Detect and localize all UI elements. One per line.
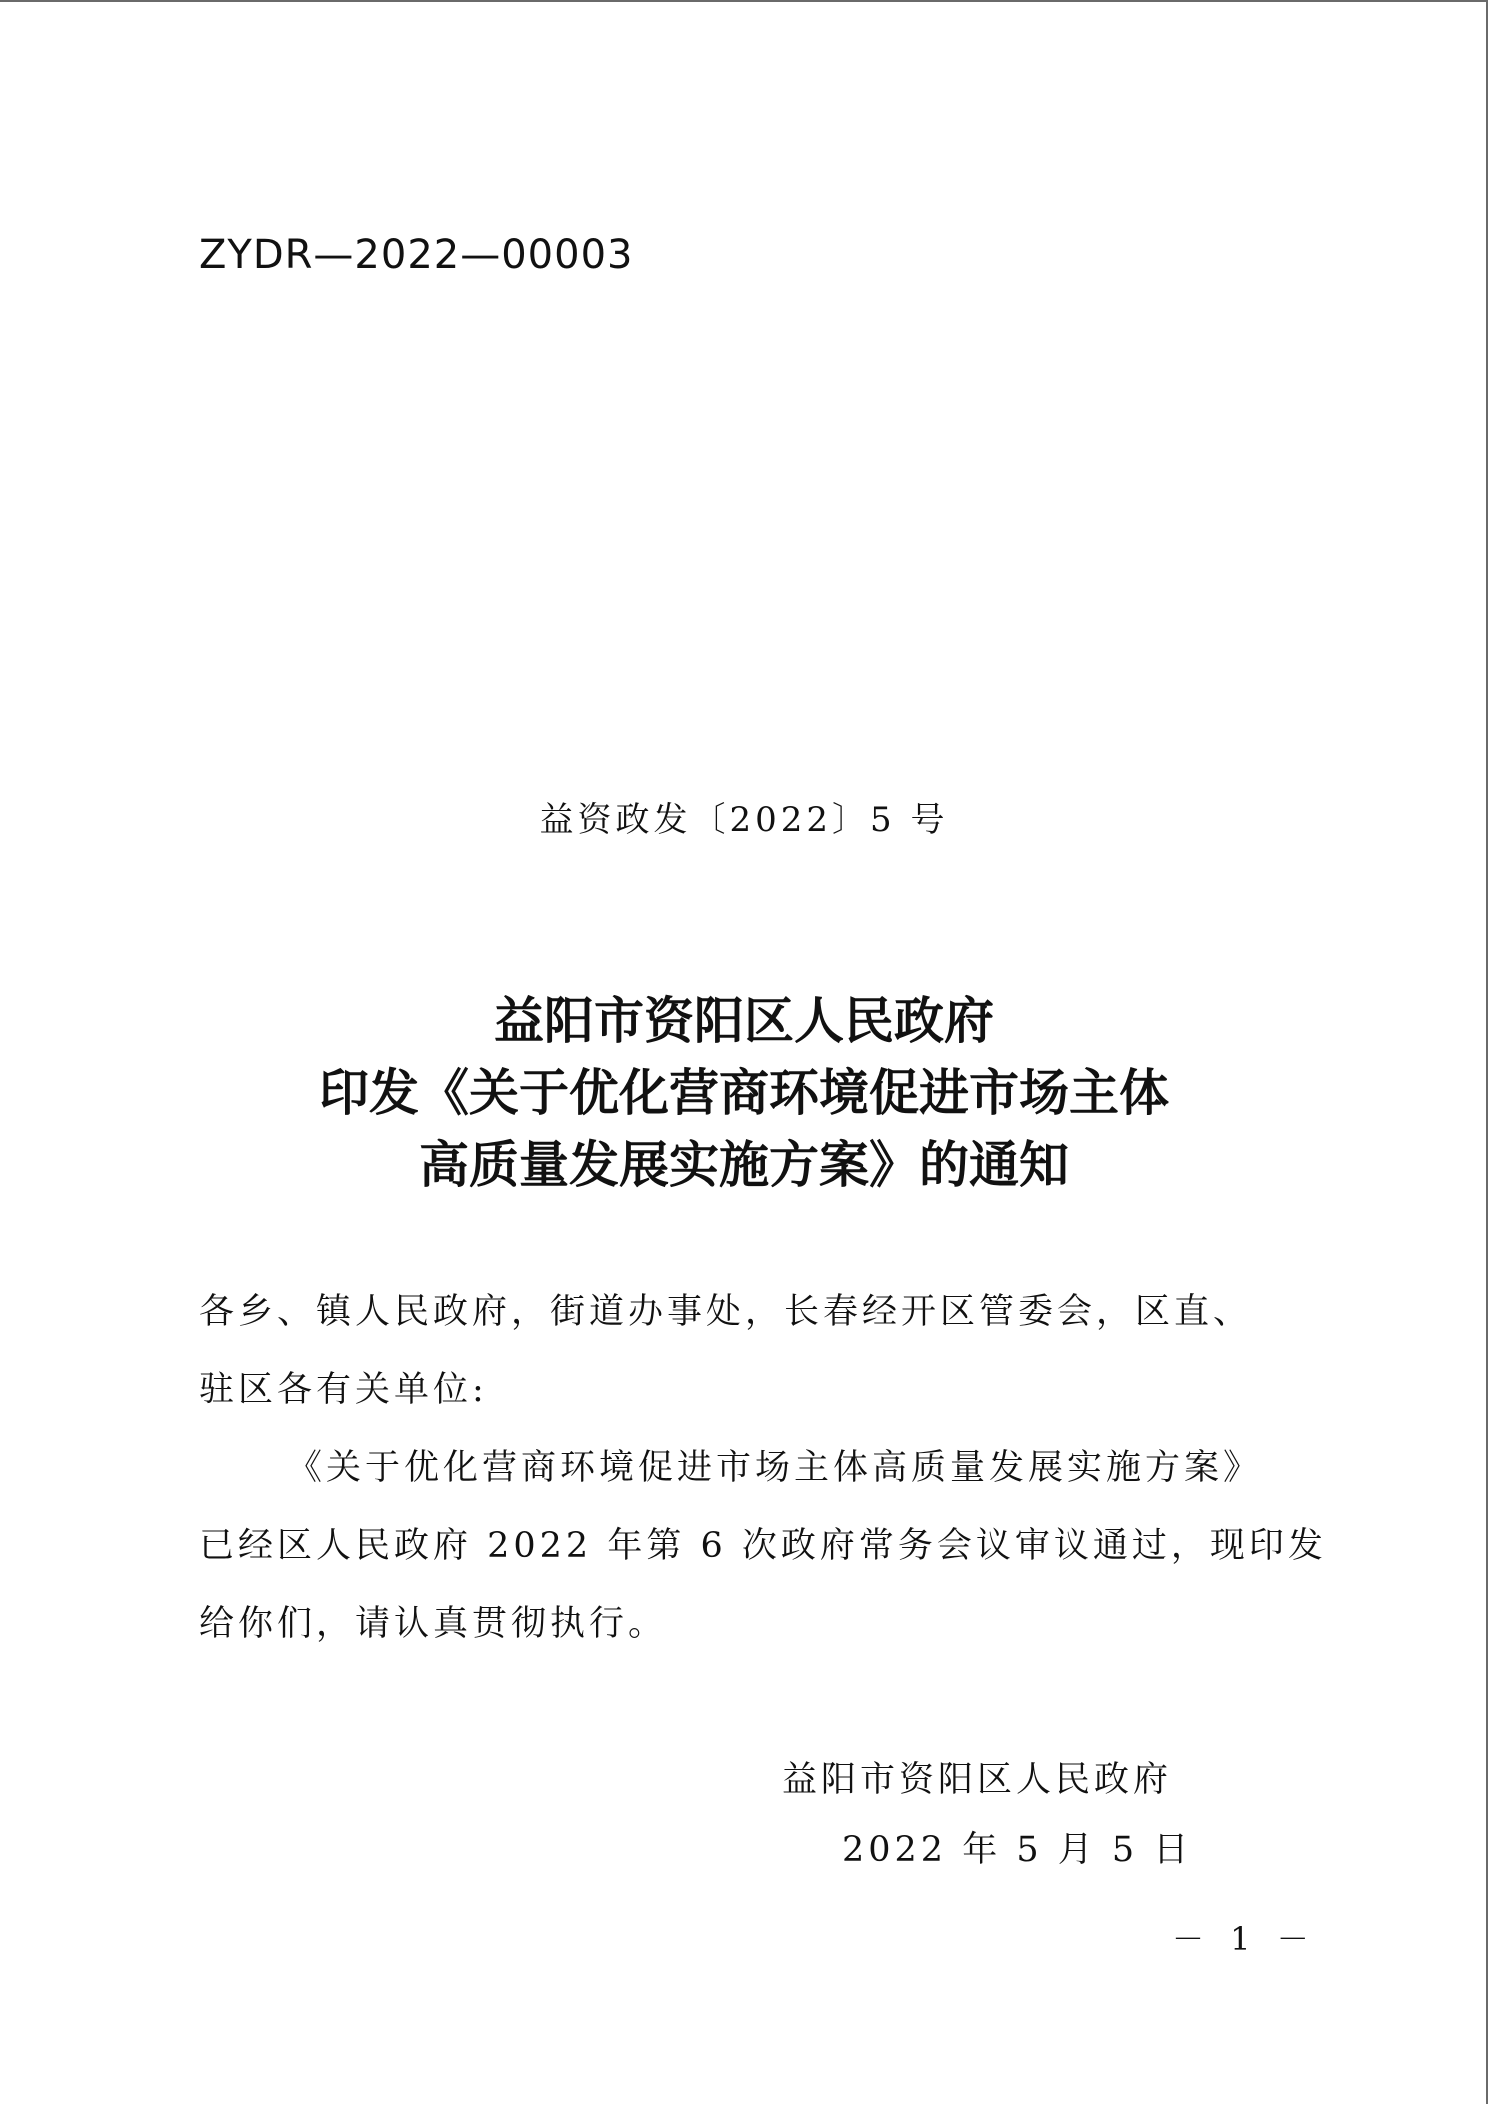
document-code: ZYDR—2022—00003 xyxy=(199,232,634,278)
body-line-1: 《关于优化营商环境促进市场主体高质量发展实施方案》 xyxy=(287,1448,1263,1488)
page-top-border xyxy=(0,0,1488,2)
signature-block xyxy=(782,1745,1192,1885)
body-line-3: 给你们，请认真贯彻执行。 xyxy=(199,1604,668,1644)
addressee-line-2: 驻区各有关单位: xyxy=(199,1370,488,1410)
title-line-3: 高质量发展实施方案》的通知 xyxy=(419,1135,1069,1194)
body-line-2: 已经区人民政府 2022 年第 6 次政府常务会议审议通过，现印发 xyxy=(199,1526,1327,1566)
title-line-2: 印发《关于优化营商环境促进市场主体 xyxy=(319,1063,1169,1122)
addressee-line-1: 各乡、镇人民政府，街道办事处，长春经开区管委会，区直、 xyxy=(199,1292,1253,1332)
document-number: 益资政发〔2022〕5 号 xyxy=(539,800,949,840)
document-title xyxy=(0,985,1488,1201)
document-body xyxy=(199,1273,1327,1663)
issuer-name: 益阳市资阳区人民政府 xyxy=(782,1760,1173,1800)
page-number: － 1 － xyxy=(1172,1920,1317,1958)
title-line-1: 益阳市资阳区人民政府 xyxy=(494,991,994,1050)
issue-date: 2022 年 5 月 5 日 xyxy=(842,1830,1193,1870)
